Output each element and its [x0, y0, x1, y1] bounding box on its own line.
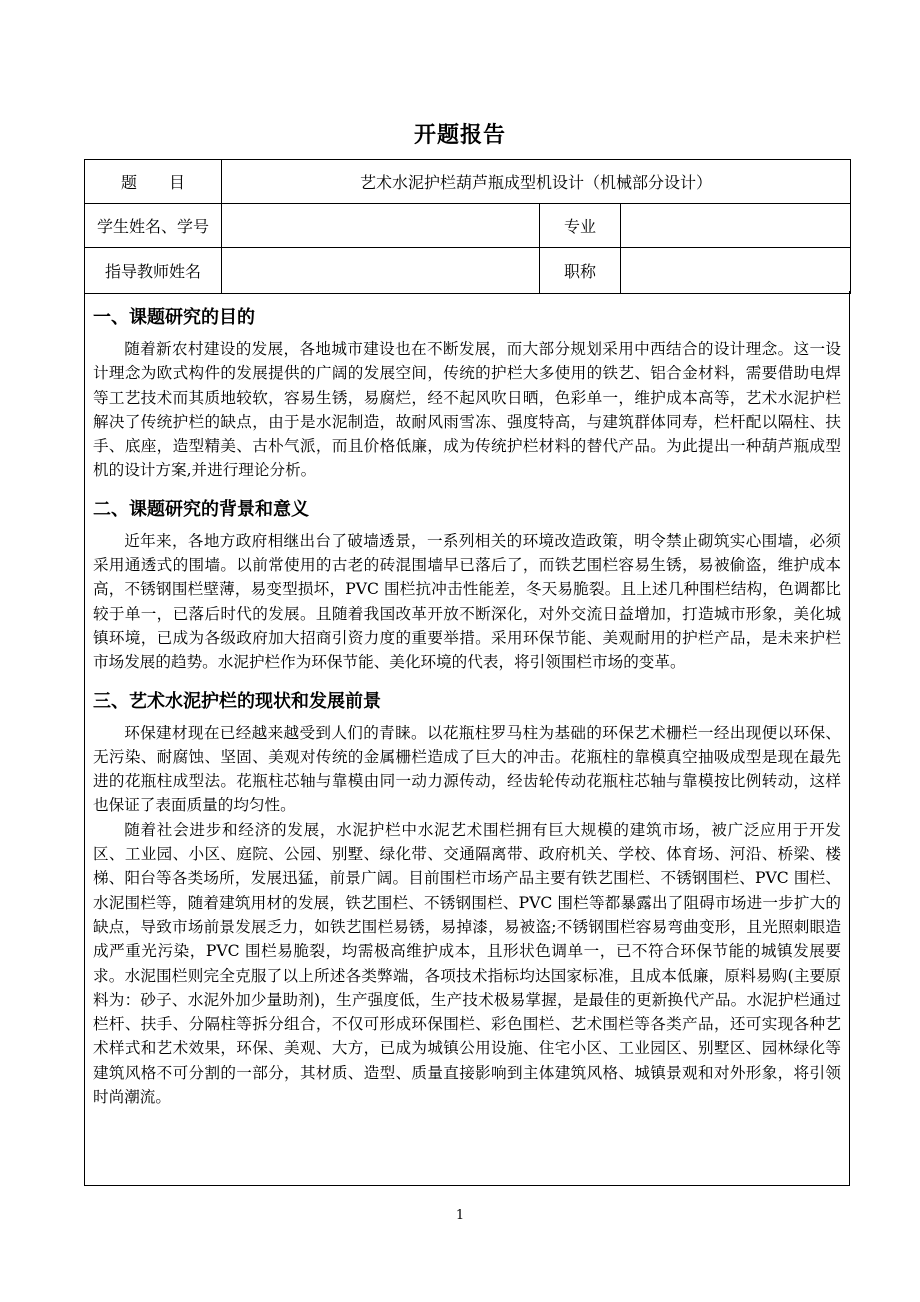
paragraph-purpose: 随着新农村建设的发展，各地城市建设也在不断发展，而大部分规划采用中西结合的设计理念。这一设计理念为欧式构件的发展提供的广阔的发展空间，传统的护栏大多使用的铁艺、铝合金材料，需要借助电焊等工艺技术而其质地较软，容易生锈，易腐烂，经不起风吹日晒，色彩单一，维护成本高等，艺术水泥护栏解决了传统护栏的缺点，由于是水泥制造，故耐风雨雪冻、强度特高，与建筑群体同寿，栏杆配以隔柱、扶手、底座，造型精美、古朴气派，而且价格低廉，成为传统护栏材料的替代产品。为此提出一种葫芦瓶成型机的设计方案,并进行理论分析。	[93, 340, 841, 480]
page-title: 开题报告	[413, 122, 506, 148]
section-heading-background: 二、课题研究的背景和意义	[93, 498, 309, 520]
student-value	[222, 204, 540, 248]
topic-row	[85, 160, 851, 204]
section-heading-status: 三、艺术水泥护栏的现状和发展前景	[93, 690, 381, 712]
student-row	[85, 204, 851, 248]
report-content-box	[84, 291, 850, 1186]
title-label: 职称	[540, 248, 621, 294]
major-label: 专业	[540, 204, 621, 248]
topic-value: 艺术水泥护栏葫芦瓶成型机设计（机械部分设计）	[222, 160, 851, 204]
advisor-row	[85, 248, 851, 294]
paragraph-status-1: 环保建材现在已经越来越受到人们的青睐。以花瓶柱罗马柱为基础的环保艺术栅栏一经出现便以环保、无污染、耐腐蚀、坚固、美观对传统的金属栅栏造成了巨大的冲击。花瓶柱的靠模真空抽吸成型是现在最先进的花瓶柱成型法。花瓶柱芯轴与靠模由同一动力源传动，经齿轮传动花瓶柱芯轴与靠模按比例转动，这样也保证了表面质量的均匀性。	[93, 723, 841, 815]
advisor-value	[222, 248, 540, 294]
topic-label: 题 目	[85, 160, 222, 204]
page-number: 1	[455, 1208, 465, 1223]
major-value	[621, 204, 851, 248]
advisor-label: 指导教师姓名	[85, 248, 222, 294]
info-table	[84, 159, 851, 294]
paragraph-background: 近年来，各地方政府相继出台了破墙透景，一系列相关的环境改造政策，明令禁止砌筑实心围墙，必须采用通透式的围墙。以前常使用的古老的砖混围墙早已落后了，而铁艺围栏容易生锈，易被偷盗，维护成本高，不锈钢围栏壁薄，易变型损坏，PVC 围栏抗冲击性能差，冬天易脆裂。且上述几种围栏结构，色调都比较于单一，已落后时代的发展。且随着我国改革开放不断深化，对外交流日益增加，打造城市形象，美化城镇环境，已成为各级政府加大招商引资力度的重要举措。采用环保节能、美观耐用的护栏产品，是未来护栏市场发展的趋势。水泥护栏作为环保节能、美化环境的代表，将引领围栏市场的变革。	[93, 531, 841, 672]
student-label: 学生姓名、学号	[85, 204, 222, 248]
paragraph-status-2: 随着社会进步和经济的发展，水泥护栏中水泥艺术围栏拥有巨大规模的建筑市场，被广泛应用于开发区、工业园、小区、庭院、公园、别墅、绿化带、交通隔离带、政府机关、学校、体育场、河沿、桥梁、楼梯、阳台等各类场所，发展迅猛，前景广阔。目前围栏市场产品主要有铁艺围栏、不锈钢围栏、PVC 围栏、水泥围栏等，随着建筑用材的发展，铁艺围栏、不锈钢围栏、PVC 围栏等都暴露出了阻碍市场进一步扩大的缺点，导致市场前景发展乏力，如铁艺围栏易锈，易掉漆，易被盗;不锈钢围栏容易弯曲变形，且光照刺眼造成严重光污染，PVC 围栏易脆裂，均需极高维护成本，且形状色调单一，已不符合环保节能的城镇发展要求。水泥围栏则完全克服了以上所述各类弊端，各项技术指标均达国家标准，且成本低廉，原料易购(主要原料为：砂子、水泥外加少量助剂)，生产强度低，生产技术极易掌握，是最佳的更新换代产品。水泥护栏通过栏杆、扶手、分隔柱等拆分组合，不仅可形成环保围栏、彩色围栏、艺术围栏等各类产品，还可实现各种艺术样式和艺术效果，环保、美观、大方，已成为城镇公用设施、住宅小区、工业园区、别墅区、园林绿化等建筑风格不可分割的一部分，其材质、造型、质量直接影响到主体建筑风格、城镇景观和对外形象，将引领时尚潮流。	[93, 820, 841, 1107]
section-heading-purpose: 一、课题研究的目的	[93, 307, 255, 328]
title-value	[621, 248, 851, 294]
